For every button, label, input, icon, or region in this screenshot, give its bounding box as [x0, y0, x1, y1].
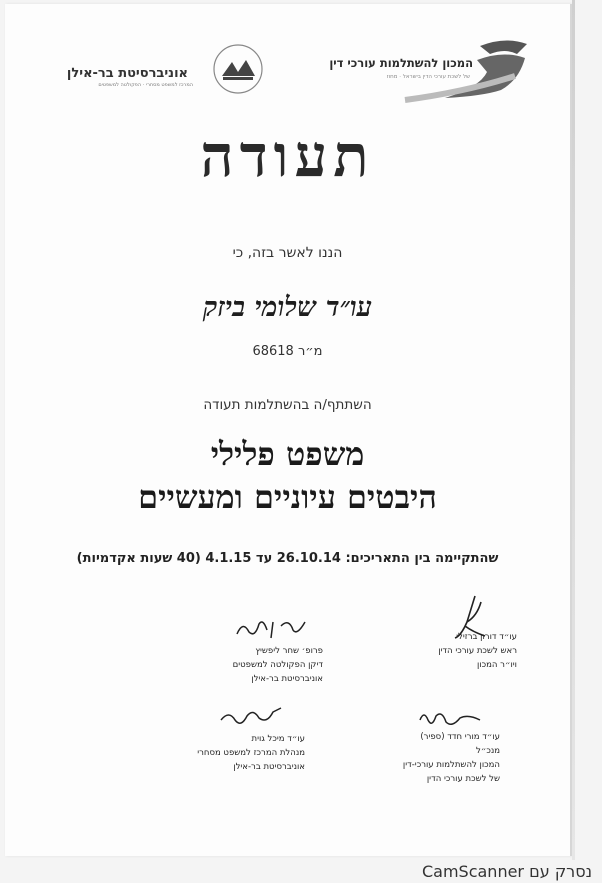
signature-mark: [163, 630, 323, 644]
signature-block-institute-ceo: [340, 710, 500, 786]
signature-mark: [357, 598, 517, 630]
signature-block-dean: [163, 630, 323, 686]
course-title-line-1: משפט פלילי: [210, 435, 365, 473]
participated-line: השתתף/ה בהשתלמות תעודה: [203, 397, 372, 413]
signatory-org: המכון להשתלמות עורכי-דין: [402, 760, 500, 770]
signatory-name: פרופ׳ שחר ליפשיץ: [255, 646, 323, 656]
signatory-org-sub: של לשכת עורכי הדין: [426, 774, 500, 784]
license-number: מ״ר 68618: [252, 344, 323, 359]
camscanner-watermark: נסרק עם CamScanner: [421, 862, 592, 881]
recipient-name: עו״ד שלומי ביזק: [202, 292, 373, 323]
institute-name: המכון להשתלמות עורכי דין: [329, 56, 473, 70]
signature-mark: [145, 712, 305, 732]
institute-subtitle: של לשכת עורכי הדין בישראל · מחוז: [386, 74, 470, 80]
confirm-line: הננו לאשר בזה, כי: [232, 245, 343, 261]
signatory-org: אוניברסיטת בר-אילן: [233, 762, 305, 772]
university-name: אוניברסיטת בר-אילן: [66, 66, 188, 81]
signatory-name: עו״ד מיכל גוית: [251, 734, 305, 744]
signatory-role: ראש לשכת עורכי הדין: [438, 646, 517, 656]
signature-mark: [340, 710, 500, 730]
signatory-name: עו״ד דורון ברזילי: [456, 632, 517, 642]
signatory-role: מנכ״ל: [476, 746, 500, 756]
signature-block-commercial-law-center: [145, 712, 305, 774]
signatory-org: אוניברסיטת בר-אילן: [251, 674, 323, 684]
signature-block-bar-association: [357, 598, 517, 672]
certificate-title: תעודה: [200, 122, 375, 190]
university-subtitle: המרכז למשפט מסחרי · הפקולטה למשפטים: [98, 82, 193, 88]
course-title-line-2: היבטים עיוניים ומעשיים: [138, 478, 437, 516]
certificate-paper: [5, 4, 572, 856]
signatory-org: ויו״ר המכון: [477, 660, 517, 670]
signatory-name: עו״ד מורי חדד (ספיר): [420, 732, 500, 742]
course-dates: שהתקיימה בין התאריכים: 26.10.14 עד 4.1.15 (40 שעות אקדמיות): [76, 551, 499, 566]
paper-edge: [572, 0, 575, 860]
signatory-role: דיקן הפקולטה למשפטים: [232, 660, 323, 670]
signatory-role: מנהלת המרכז למשפט מסחרי: [197, 748, 305, 758]
